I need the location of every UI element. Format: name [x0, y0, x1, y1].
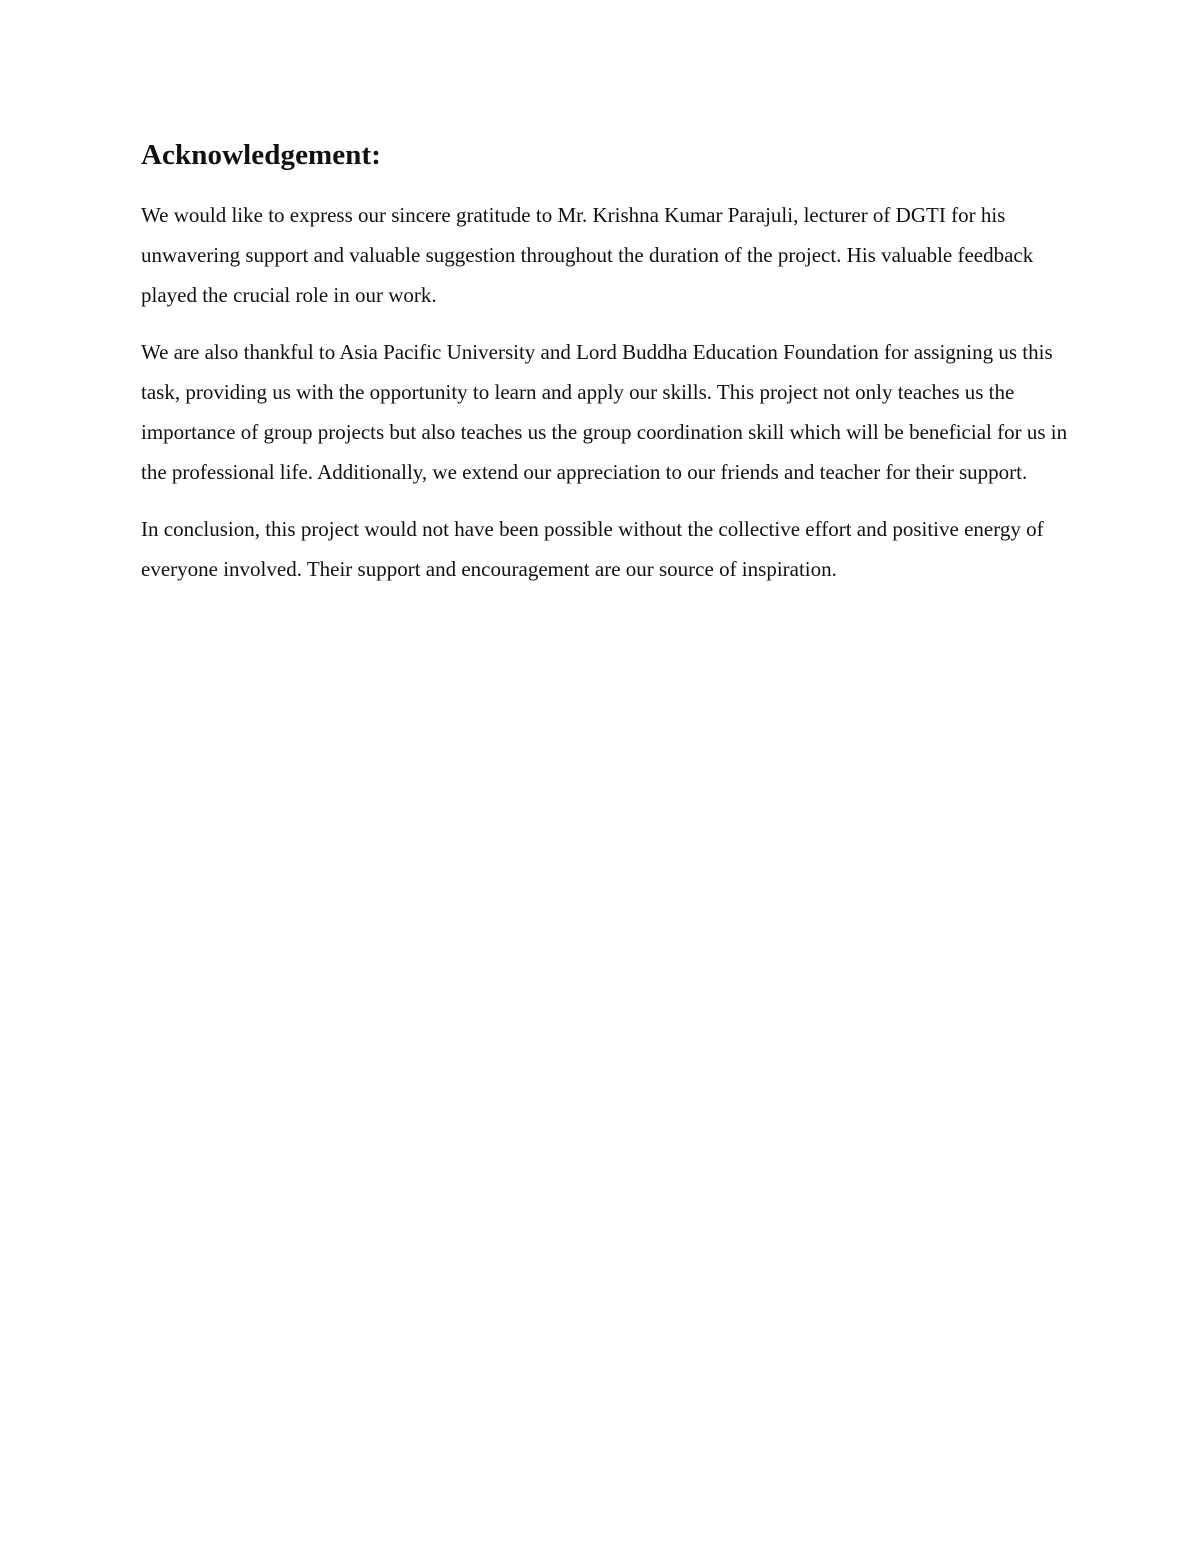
paragraph-gratitude: We would like to express our sincere gratitude to Mr. Krishna Kumar Parajuli, lecturer of DGTI for his unwavering support and valuable suggestion throughout the duration of the project. His valuable feedback played the crucial role in our work. [141, 202, 1034, 307]
paragraph-conclusion: In conclusion, this project would not have been possible without the collective effort and positive energy of everyone involved. Their support and encouragement are our source of inspiration. [141, 516, 1044, 581]
page-title: Acknowledgement: [141, 139, 382, 171]
paragraph-thanks: We are also thankful to Asia Pacific University and Lord Buddha Education Foundation for assigning us this task, providing us with the opportunity to learn and apply our skills. This project not only teaches us the importance of group projects but also teaches us the group coordination skill which will be beneficial for us in the professional life. Additionally, we extend our appreciation to our friends and teacher for their support. [141, 339, 1068, 484]
document-body [141, 138, 1071, 606]
